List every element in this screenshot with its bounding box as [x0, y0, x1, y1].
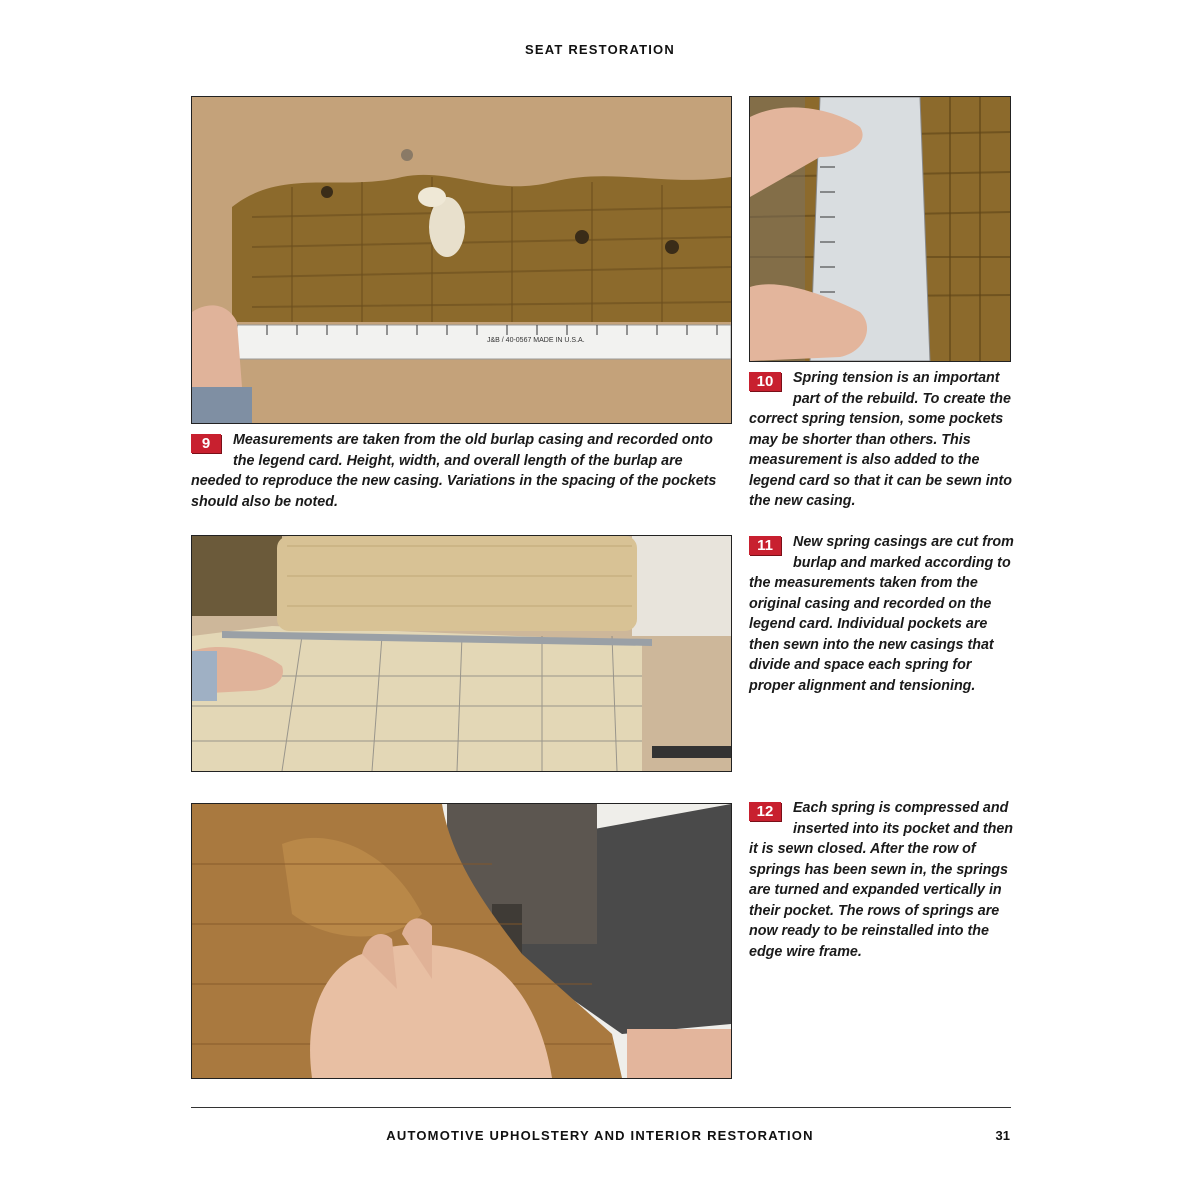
- sewing-machine-illustration: [192, 804, 731, 1078]
- step-number-badge: 10: [749, 372, 781, 391]
- caption-text: Measurements are taken from the old burlap casing and recorded onto the legend card. Height, width, and overall length of the burlap are needed to reproduce the new casing. Variations in the spacing of the pockets should also be noted.: [191, 432, 717, 510]
- step-number-badge: 12: [749, 802, 781, 821]
- caption-text: New spring casings are cut from burlap and marked according to the measurements taken from the original casing and recorded on the legend card. Individual pockets are then sewn into the new casings that divide and space each spring for proper alignment and tensioning.: [749, 534, 1014, 694]
- photo-step-11: [191, 535, 732, 772]
- running-footer-title: AUTOMOTIVE UPHOLSTERY AND INTERIOR RESTORATION: [386, 1128, 814, 1143]
- photo-step-9: [191, 96, 732, 424]
- burlap-roll-illustration: [192, 536, 731, 771]
- caption-step-12: [749, 798, 1014, 962]
- photo-step-12: [191, 803, 732, 1079]
- caption-text: Spring tension is an important part of the rebuild. To create the correct spring tension, some pockets may be shorter than others. This measurement is also added to the legend card so that it can be sewn into the new casing.: [749, 370, 1012, 509]
- caption-text: Each spring is compressed and inserted into its pocket and then it is sewn closed. After the row of springs has been sewn in, the springs are turned and expanded vertically in their pocket. The rows of springs are now ready to be reinstalled into the edge wire frame.: [749, 800, 1014, 960]
- page-number: 31: [995, 1128, 1010, 1143]
- caption-step-9: [191, 430, 731, 512]
- running-header: SEAT RESTORATION: [525, 42, 675, 57]
- step-number-badge: 11: [749, 536, 781, 555]
- burlap-measure-illustration: [192, 97, 731, 423]
- photo-step-10: [749, 96, 1011, 362]
- caption-step-11: [749, 532, 1014, 696]
- ruler-pocket-illustration: [750, 97, 1010, 361]
- footer-divider: [191, 1107, 1011, 1108]
- ruler-imprint: J&B / 40-0567 MADE IN U.S.A.: [487, 337, 585, 344]
- caption-step-10: [749, 368, 1014, 512]
- step-number-badge: 9: [191, 434, 221, 453]
